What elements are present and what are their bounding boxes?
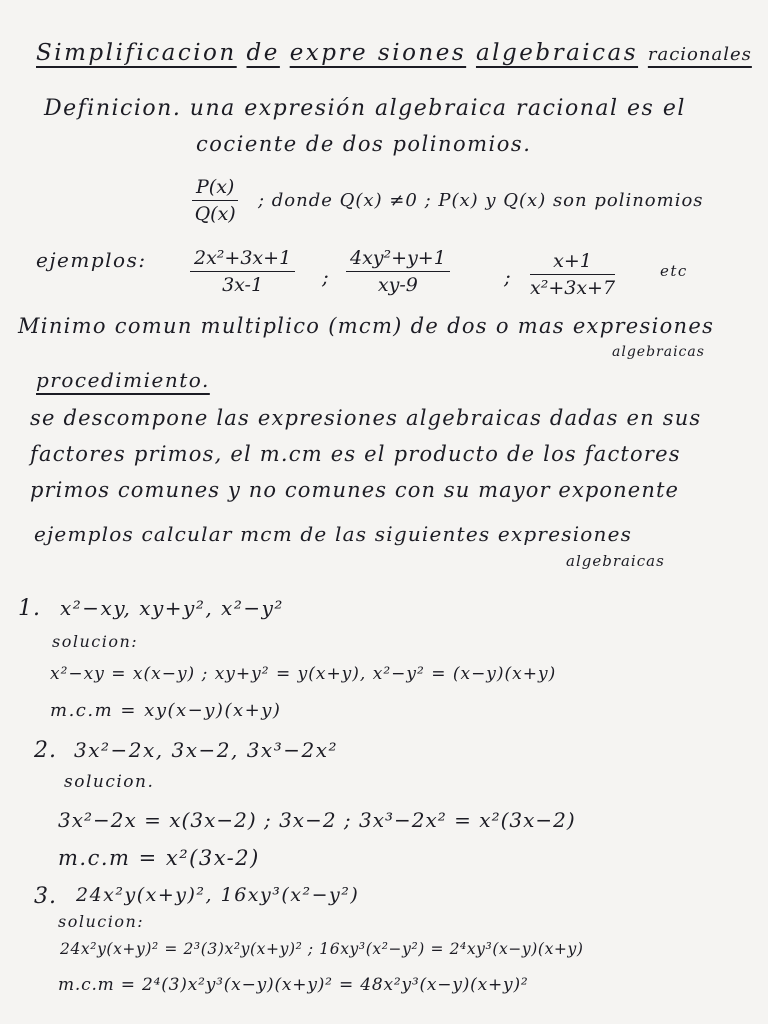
fraction-numerator: 4xy²+y+1 <box>346 247 450 272</box>
title-word: Simplificacion <box>36 40 237 66</box>
fraction-numerator: 2x²+3x+1 <box>190 247 295 272</box>
example-1-mcm: m.c.m = xy(x−y)(x+y) <box>50 700 282 721</box>
fraction-denominator: 3x-1 <box>222 274 264 296</box>
example-3-mcm: m.c.m = 2⁴(3)x²y³(x−y)(x+y)² = 48x²y³(x−y)(x+y)² <box>58 975 529 995</box>
procedure-line-1: se descompone las expresiones algebraicas dadas en sus <box>30 406 702 430</box>
example-3-solution-label: solucion: <box>58 912 145 931</box>
examples-label: ejemplos: <box>36 248 147 272</box>
title-word: de <box>246 40 280 66</box>
example-3-number: 3. <box>34 884 57 909</box>
example-3-solution: 24x²y(x+y)² = 2³(3)x²y(x+y)² ; 16xy³(x²−y²) = 2⁴xy³(x−y)(x+y) <box>60 940 584 958</box>
procedure-heading: procedimiento. <box>36 368 210 392</box>
examples-intro-line-2: algebraicas <box>566 552 665 570</box>
example-fraction-1 <box>190 247 295 296</box>
example-3-problem: 24x²y(x+y)², 16xy³(x²−y²) <box>76 884 360 906</box>
example-2-solution: 3x²−2x = x(3x−2) ; 3x−2 ; 3x³−2x² = x²(3x−2) <box>58 808 576 832</box>
procedure-line-2: factores primos, el m.cm es el producto de los factores <box>30 442 681 466</box>
page-title <box>36 40 752 66</box>
separator: ; <box>504 265 511 289</box>
pq-condition: ; donde Q(x) ≠0 ; P(x) y Q(x) son polinomios <box>258 190 704 211</box>
pq-numerator: P(x) <box>192 176 238 201</box>
title-word: racionales <box>647 44 752 65</box>
fraction-denominator: x²+3x+7 <box>530 277 616 299</box>
fraction-numerator: x+1 <box>530 250 615 275</box>
mcm-heading-line-2: algebraicas <box>612 344 705 360</box>
example-fraction-2 <box>346 247 450 296</box>
example-fraction-3 <box>530 250 615 299</box>
example-1-problem: x²−xy, xy+y², x²−y² <box>60 596 284 620</box>
fraction-denominator: xy-9 <box>377 274 418 296</box>
pq-denominator: Q(x) <box>194 203 236 225</box>
example-1-number: 1. <box>18 596 41 621</box>
definition-line-2: cociente de dos polinomios. <box>196 132 532 156</box>
example-2-solution-label: solucion. <box>64 772 155 792</box>
pq-fraction <box>192 176 238 225</box>
procedure-line-3: primos comunes y no comunes con su mayor exponente <box>30 478 680 502</box>
example-1-solution: x²−xy = x(x−y) ; xy+y² = y(x+y), x²−y² = (x−y)(x+y) <box>50 664 557 684</box>
mcm-heading-line-1: Minimo comun multiplico (mcm) de dos o mas expresiones <box>18 314 715 338</box>
example-2-number: 2. <box>34 738 57 763</box>
etc-label: etc <box>660 262 688 280</box>
definition-line-1: Definicion. una expresión algebraica racional es el <box>44 96 686 121</box>
example-2-problem: 3x²−2x, 3x−2, 3x³−2x² <box>74 738 338 762</box>
title-word: expre siones <box>289 40 467 66</box>
examples-intro-line-1: ejemplos calcular mcm de las siguientes expresiones <box>34 522 633 546</box>
title-word: algebraicas <box>475 40 639 66</box>
example-1-solution-label: solucion: <box>52 632 139 651</box>
separator: ; <box>322 265 329 289</box>
example-2-mcm: m.c.m = x²(3x-2) <box>58 846 260 870</box>
